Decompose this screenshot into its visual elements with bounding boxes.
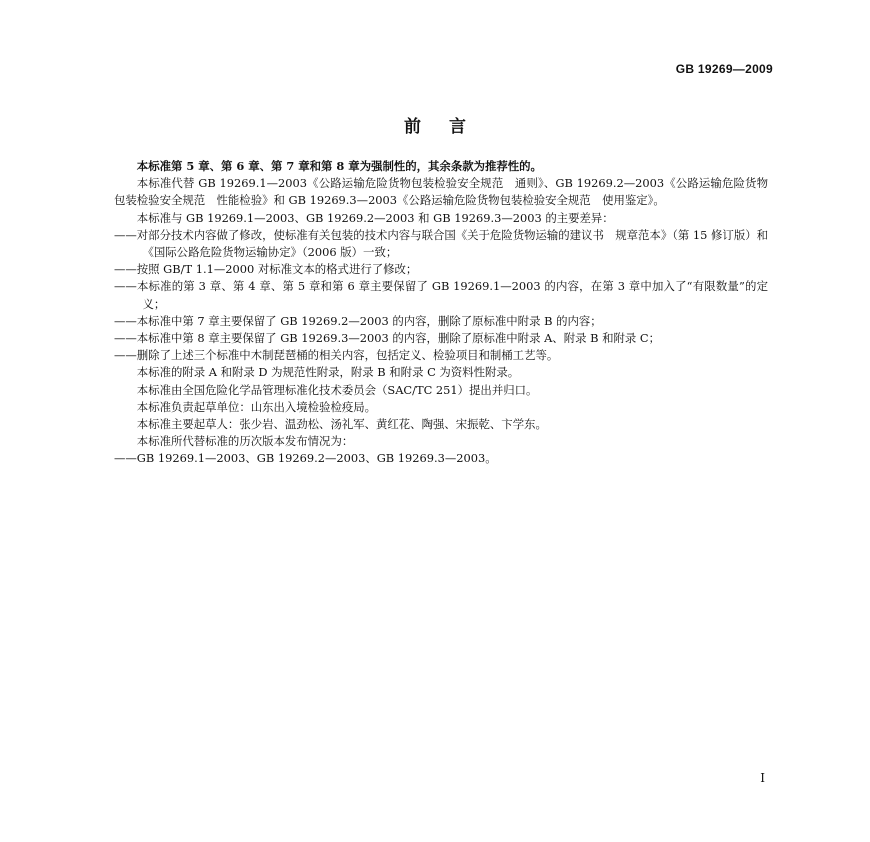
- paragraph-main-differences: 本标准与 GB 19269.1—2003、GB 19269.2—2003 和 GB 19269.3—2003 的主要差异：: [136, 210, 614, 225]
- paragraph-replaces: 本标准代替 GB 19269.1—2003《公路运输危险货物包装检验安全规范 通则》、GB 19269.2—2003《公路运输危险货物包装检验安全规范 性能检验》和 GB 19269.3—2003《公路运输危险货物包装检验安全规范 使用鉴定》。: [114, 176, 768, 208]
- list-item: ——本标准的第 3 章、第 4 章、第 5 章和第 6 章主要保留了 GB 19269.1—2003 的内容，在第 3 章中加入了“有限数量”的定义；: [114, 279, 768, 311]
- page-title: 前言: [404, 117, 494, 137]
- standard-number: GB 19269—2009: [675, 62, 773, 76]
- list-item: ——按照 GB/T 1.1—2000 对标准文本的格式进行了修改；: [114, 262, 418, 277]
- foreword-body: [114, 158, 768, 468]
- paragraph-drafting-unit: 本标准负责起草单位：山东出入境检验检疫局。: [136, 399, 377, 414]
- paragraph-proposer: 本标准由全国危险化学品管理标准化技术委员会（SAC/TC 251）提出并归口。: [136, 382, 538, 397]
- paragraph-drafters: 本标准主要起草人：张少岩、温劲松、汤礼军、黄红花、陶强、宋振乾、卞学东。: [136, 417, 547, 432]
- list-item: ——GB 19269.1—2003、GB 19269.2—2003、GB 19269.3—2003。: [114, 451, 497, 466]
- paragraph-history: 本标准所代替标准的历次版本发布情况为：: [136, 434, 354, 449]
- paragraph-annexes: 本标准的附录 A 和附录 D 为规范性附录，附录 B 和附录 C 为资料性附录。: [136, 365, 520, 380]
- list-item: ——本标准中第 8 章主要保留了 GB 19269.3—2003 的内容，删除了原标准中附录 A、附录 B 和附录 C；: [114, 331, 660, 346]
- list-item: ——对部分技术内容做了修改，使标准有关包装的技术内容与联合国《关于危险货物运输的建议书 规章范本》（第 15 修订版）和《国际公路危险货物运输协定》（2006 版）一致；: [114, 227, 768, 260]
- list-item: ——本标准中第 7 章主要保留了 GB 19269.2—2003 的内容，删除了原标准中附录 B 的内容；: [114, 313, 602, 328]
- list-item: ——删除了上述三个标准中木制琵琶桶的相关内容，包括定义、检验项目和制桶工艺等。: [114, 348, 559, 363]
- paragraph-mandatory-clauses: 本标准第 5 章、第 6 章、第 7 章和第 8 章为强制性的，其余条款为推荐性的。: [136, 159, 542, 173]
- page-number: I: [760, 771, 765, 785]
